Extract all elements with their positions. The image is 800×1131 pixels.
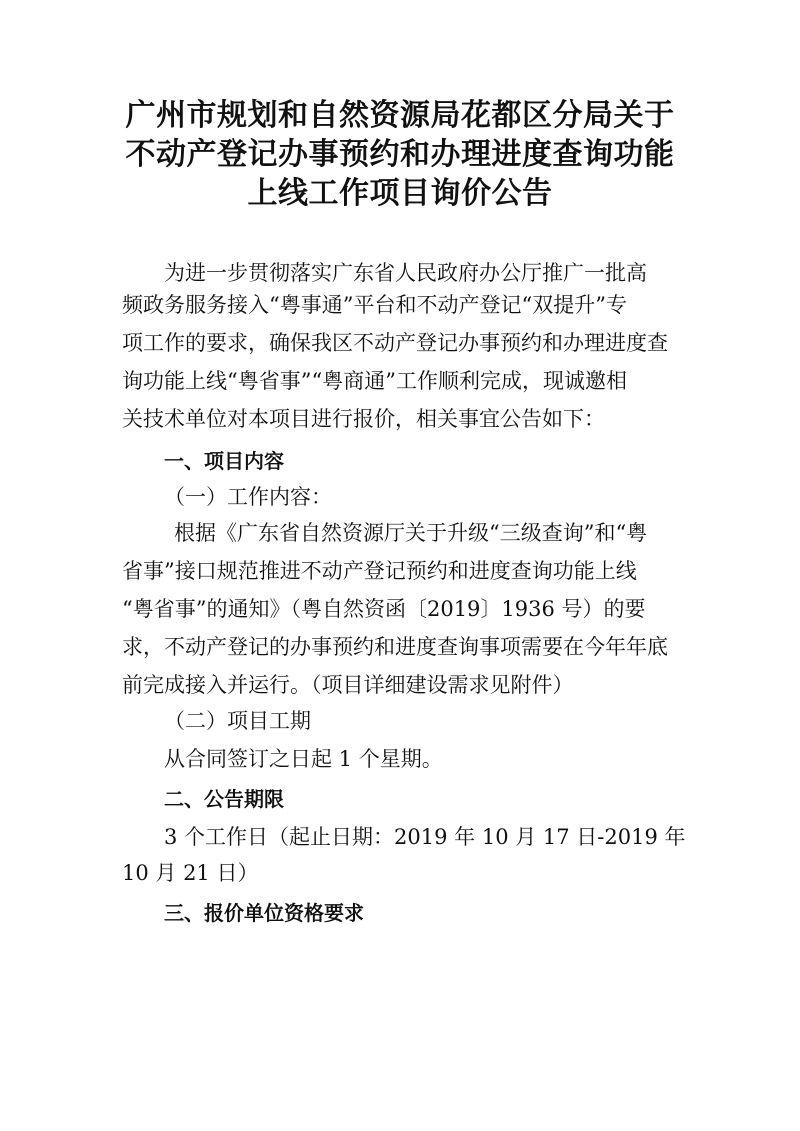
intro-line-5: 关技术单位对本项目进行报价，相关事宜公告如下： bbox=[122, 407, 605, 431]
intro-line-1: 为进一步贯彻落实广东省人民政府办公厅推广一批高 bbox=[164, 261, 647, 285]
document-title bbox=[0, 96, 800, 213]
content-line-1: 根据《广东省自然资源厅关于升级“三级查询”和“粤 bbox=[174, 521, 648, 545]
intro-line-4: 询功能上线“粤省事”“粤商通”工作顺利完成，现诚邀相 bbox=[122, 369, 627, 393]
title-line-3: 上线工作项目询价公告 bbox=[247, 176, 553, 211]
section-2-heading: 二、公告期限 bbox=[164, 787, 284, 811]
section-1-heading: 一、项目内容 bbox=[164, 449, 284, 473]
section-1-subheading-2: （二）项目工期 bbox=[164, 709, 311, 733]
section-3-heading: 三、报价单位资格要求 bbox=[164, 901, 364, 925]
notice-period-line-1: 3 个工作日（起止日期：2019 年 10 月 17 日-2019 年 bbox=[164, 825, 686, 849]
content-line-4: 求，不动产登记的办事预约和进度查询事项需要在今年年底 bbox=[122, 635, 668, 659]
title-line-1: 广州市规划和自然资源局花都区分局关于 bbox=[125, 98, 675, 133]
content-line-3: “粤省事”的通知》（粤自然资函〔2019〕1936 号）的要 bbox=[122, 597, 646, 621]
section-1-subheading-1: （一）工作内容： bbox=[164, 485, 332, 509]
intro-line-3: 项工作的要求，确保我区不动产登记办事预约和办理进度查 bbox=[122, 331, 668, 355]
notice-period-line-2: 10 月 21 日） bbox=[122, 861, 259, 885]
title-line-2: 不动产登记办事预约和办理进度查询功能 bbox=[125, 137, 675, 172]
content-line-2: 省事”接口规范推进不动产登记预约和进度查询功能上线 bbox=[122, 559, 637, 583]
content-line-5: 前完成接入并运行。（项目详细建设需求见附件） bbox=[122, 673, 574, 697]
intro-line-2: 频政务服务接入“粤事通”平台和不动产登记“双提升”专 bbox=[122, 293, 627, 317]
project-period-text: 从合同签订之日起 1 个星期。 bbox=[164, 747, 443, 771]
